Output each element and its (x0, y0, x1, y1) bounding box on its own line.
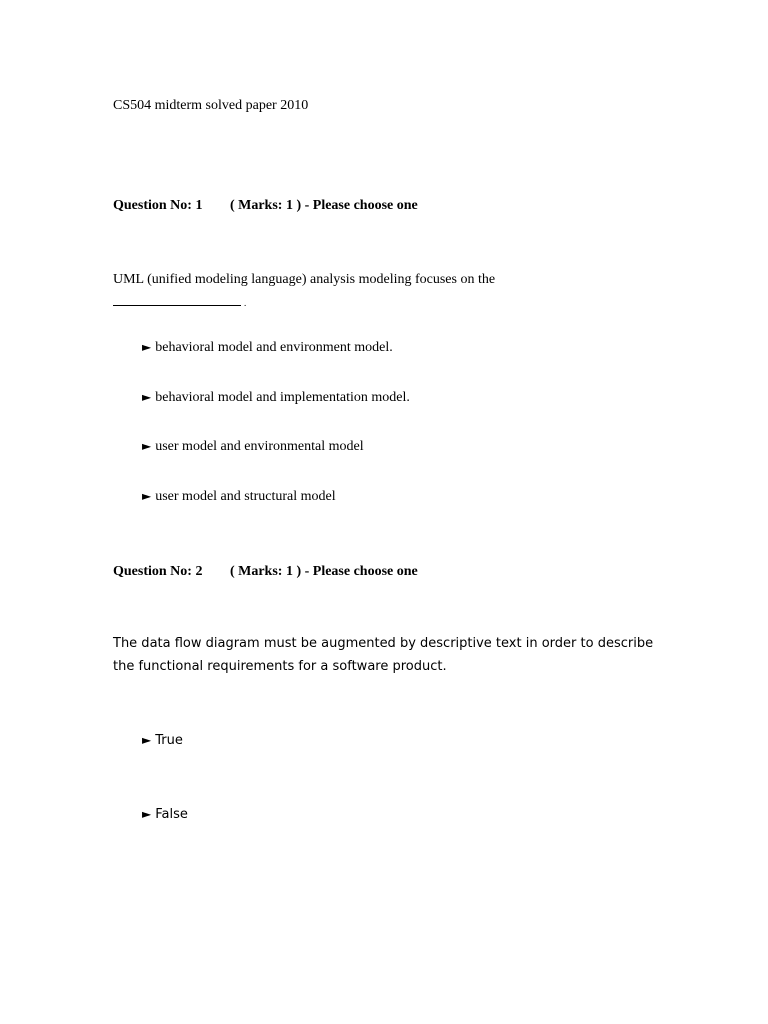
bullet-arrow-icon: ► (142, 439, 152, 453)
document-title: CS504 midterm solved paper 2010 (113, 98, 309, 113)
question-2-option-1[interactable] (142, 733, 183, 748)
question-1-option-1[interactable] (142, 340, 393, 356)
bullet-arrow-icon: ► (142, 390, 152, 404)
option-label: user model and structural model (155, 489, 336, 504)
blank-period: . (244, 298, 247, 308)
question-1-marks: ( Marks: 1 ) - Please choose one (229, 198, 418, 213)
fill-in-blank (113, 294, 241, 306)
question-2-marks: ( Marks: 1 ) - Please choose one (229, 564, 418, 579)
question-1-blank (113, 294, 246, 311)
question-1-option-2[interactable] (142, 390, 410, 406)
question-1-number: Question No: 1 (113, 198, 203, 213)
bullet-arrow-icon: ► (142, 489, 152, 503)
bullet-arrow-icon: ► (142, 340, 152, 354)
option-label: True (155, 733, 183, 748)
question-2-text-line-1: The data flow diagram must be augmented by descriptive text in order to describe (113, 636, 654, 651)
question-2-number: Question No: 2 (113, 564, 203, 579)
bullet-arrow-icon: ► (142, 807, 152, 821)
option-label: behavioral model and environment model. (155, 340, 393, 355)
option-label: user model and environmental model (155, 439, 364, 454)
question-2-text-line-2: the functional requirements for a software product. (113, 659, 447, 674)
question-1-option-3[interactable] (142, 439, 364, 455)
question-2-heading (113, 564, 418, 580)
option-label: behavioral model and implementation model. (155, 390, 410, 405)
question-2-option-2[interactable] (142, 807, 188, 822)
bullet-arrow-icon: ► (142, 733, 152, 747)
question-1-option-4[interactable] (142, 489, 336, 505)
option-label: False (155, 807, 188, 822)
question-1-heading (113, 198, 418, 214)
question-1-text: UML (unified modeling language) analysis modeling focuses on the (113, 272, 496, 287)
